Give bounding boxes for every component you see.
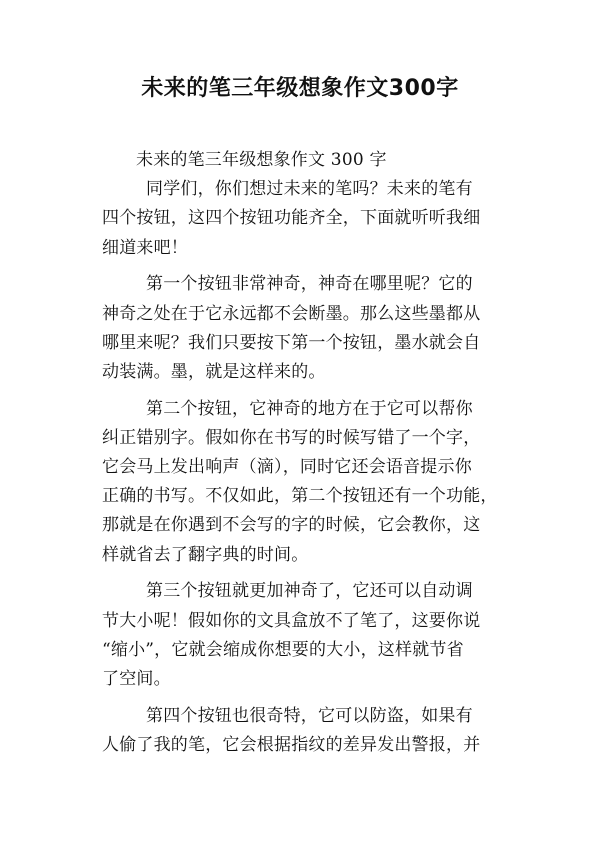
- paragraph-line: 第三个按钮就更加神奇了，它还可以自动调: [146, 581, 473, 602]
- paragraph-line: 了空间。: [102, 668, 171, 689]
- paragraph-line: 那就是在你遇到不会写的字的时候，它会教你，这: [102, 515, 481, 536]
- paragraph-1: [102, 175, 504, 263]
- paragraph-line: 节大小呢！假如你的文具盒放不了笔了，这要你说: [102, 610, 481, 631]
- paragraph-line: “缩小”，它就会缩成你想要的大小，这样就节省: [102, 639, 464, 660]
- document-body: [102, 146, 504, 768]
- paragraph-line: 四个按钮，这四个按钮功能齐全，下面就听听我细: [102, 208, 481, 229]
- paragraph-line: 第四个按钮也很奇特，它可以防盗，如果有: [146, 705, 473, 726]
- paragraph-3: [102, 395, 504, 570]
- document-subtitle: 未来的笔三年级想象作文 300 字: [136, 150, 387, 170]
- paragraph-4: [102, 577, 504, 694]
- paragraph-line: 动装满。墨，就是这样来的。: [102, 361, 326, 382]
- paragraph-5: [102, 702, 504, 760]
- paragraph-line: 纠正错别字。假如你在书写的时候写错了一个字，: [102, 427, 481, 448]
- paragraph-line: 哪里来呢？我们只要按下第一个按钮，墨水就会自: [102, 332, 481, 353]
- paragraph-line: 正确的书写。不仅如此，第二个按钮还有一个功能，: [102, 486, 498, 507]
- paragraph-line: 人偷了我的笔，它会根据指纹的差异发出警报，并: [102, 734, 481, 755]
- paragraph-2: [102, 270, 504, 387]
- paragraph-line: 细道来吧！: [102, 237, 188, 258]
- paragraph-line: 神奇之处在于它永远都不会断墨。那么这些墨都从: [102, 303, 481, 324]
- document-title: 未来的笔三年级想象作文300字: [141, 76, 459, 101]
- paragraph-line: 第一个按钮非常神奇，神奇在哪里呢？它的: [146, 274, 473, 295]
- paragraph-line: 样就省去了翻字典的时间。: [102, 544, 309, 565]
- paragraph-line: 同学们，你们想过未来的笔吗？未来的笔有: [146, 179, 473, 200]
- paragraph-line: 第二个按钮，它神奇的地方在于它可以帮你: [146, 398, 473, 419]
- paragraph-line: 它会马上发出响声（滴），同时它还会语音提示你: [102, 457, 472, 478]
